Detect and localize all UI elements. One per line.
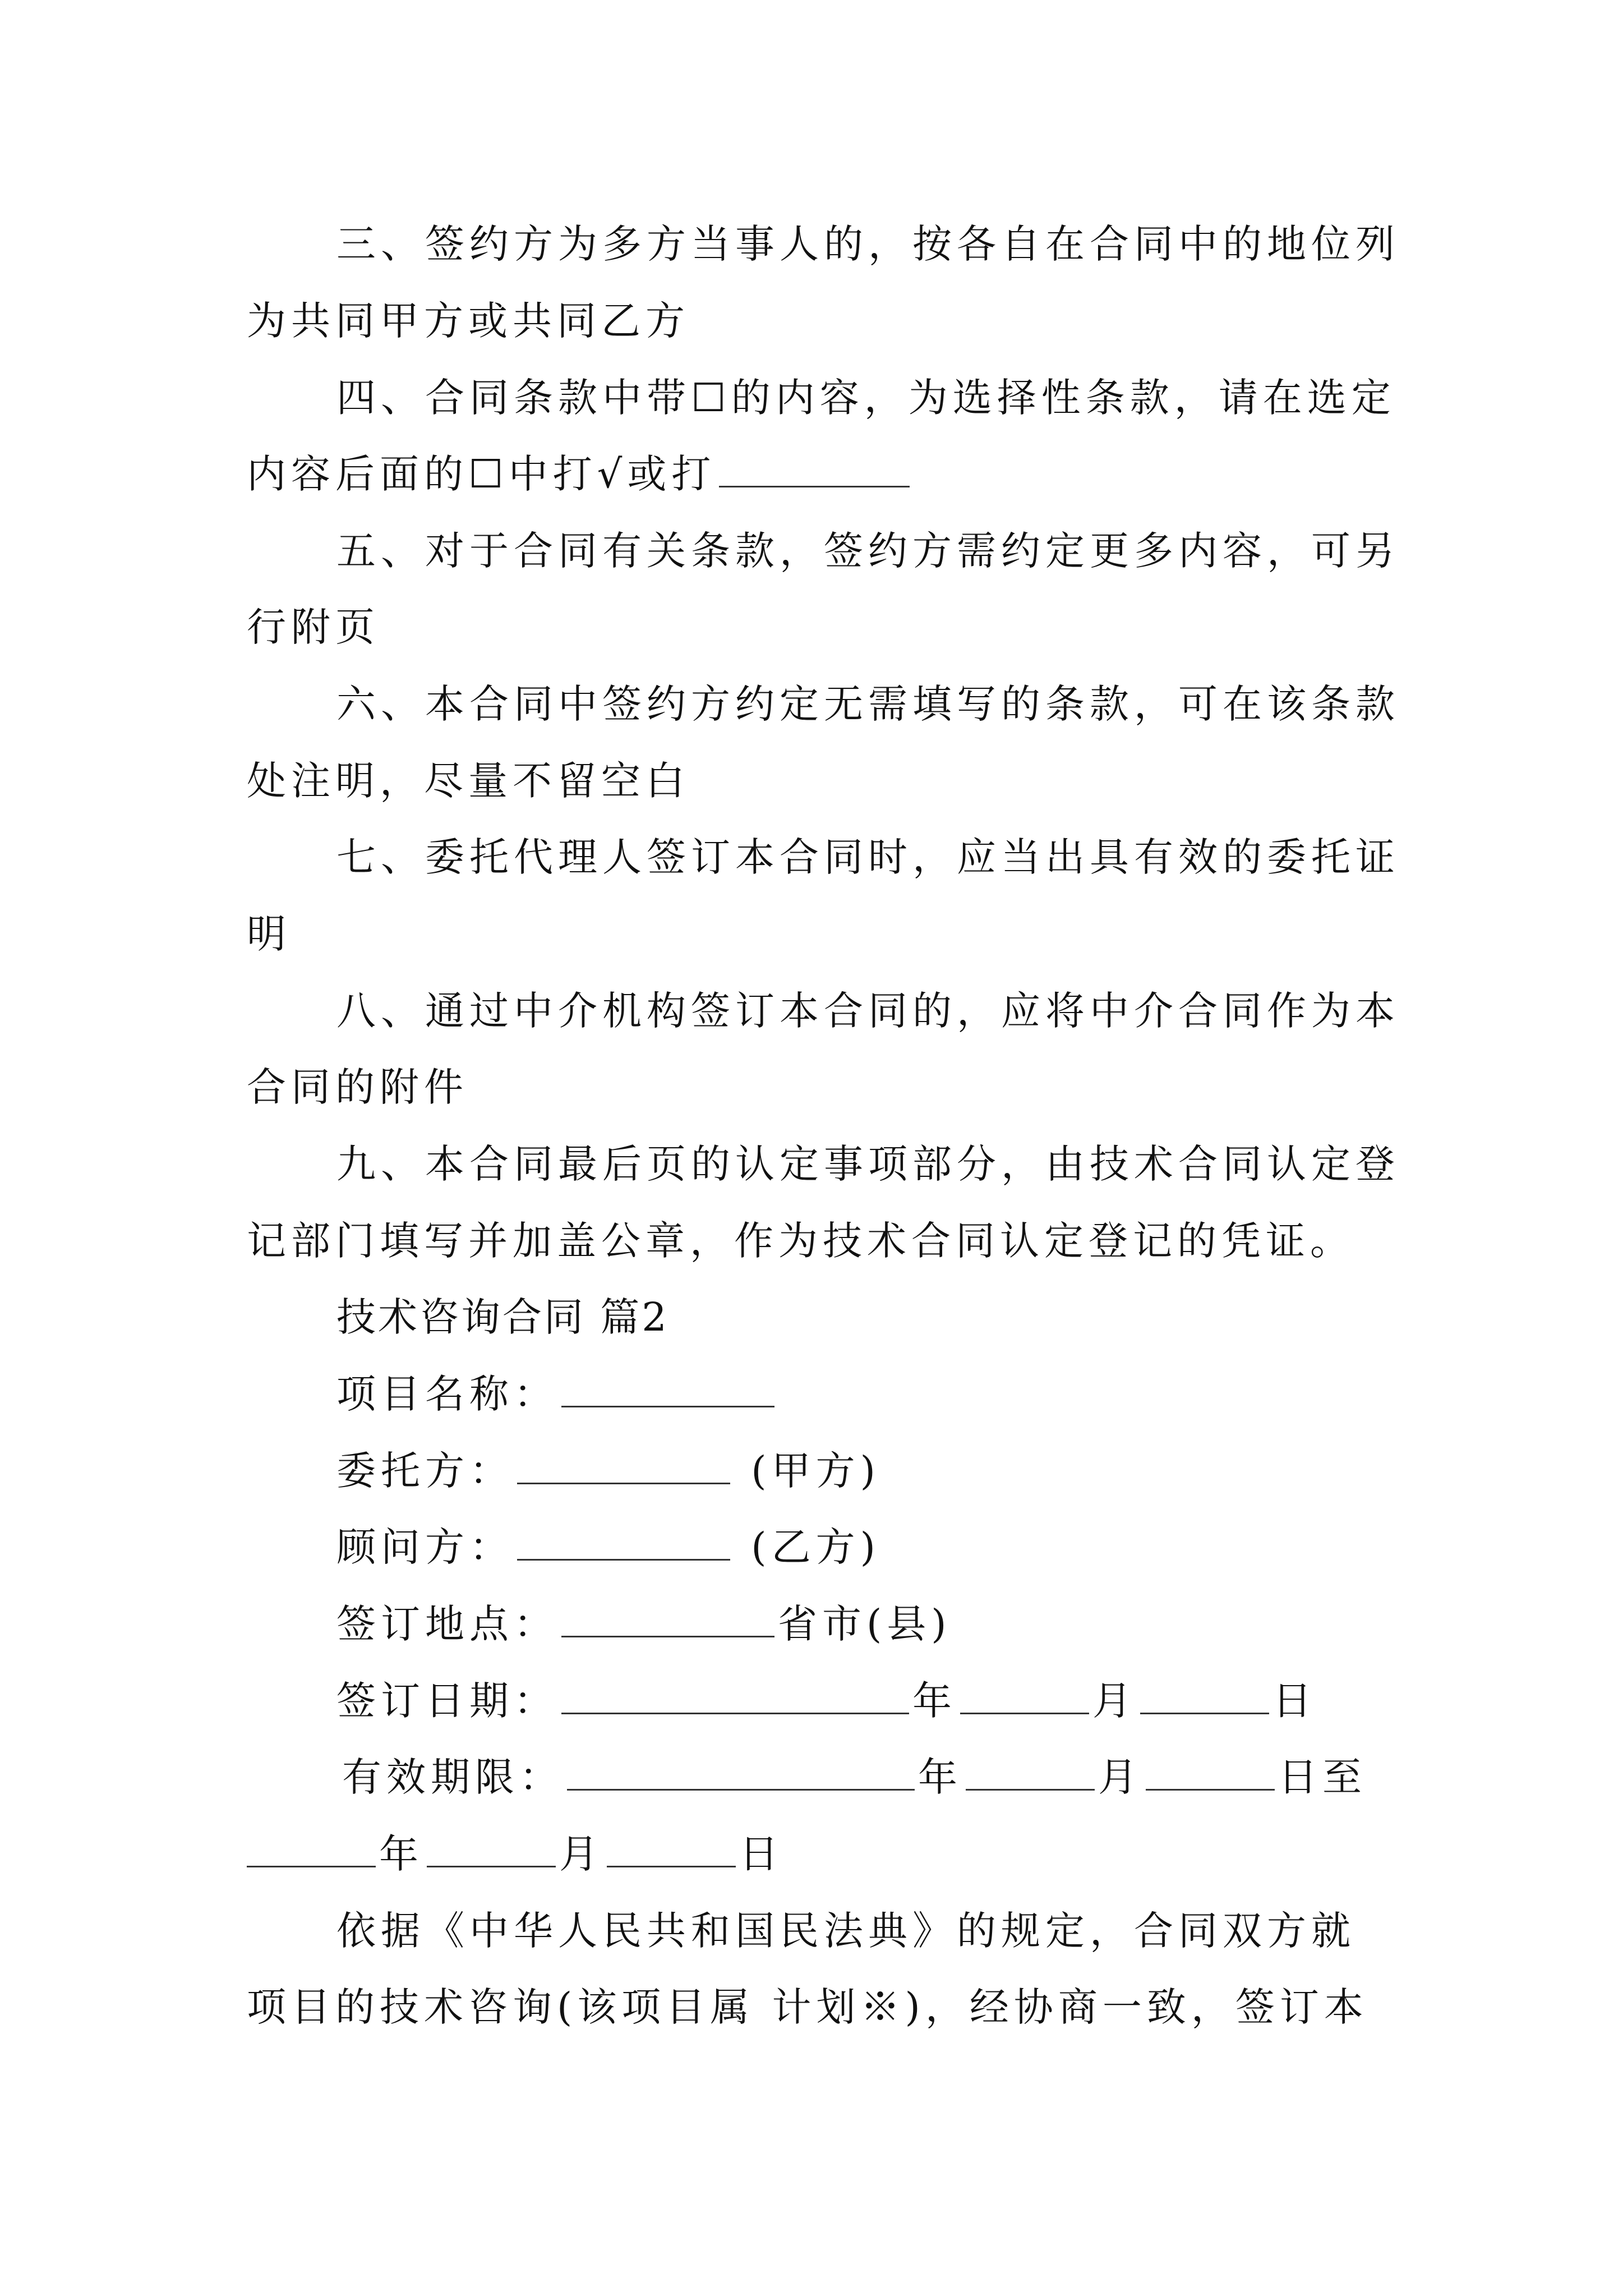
sign-place-suffix: 省市(县): [778, 1601, 952, 1647]
client-label: 委托方：: [336, 1448, 514, 1494]
clause-6-line-2: 处注明，尽量不留空白: [247, 758, 690, 804]
clause-9-line-2: 记部门填写并加盖公章，作为技术合同认定登记的凭证。: [247, 1218, 1354, 1264]
valid-to-day-blank: [607, 1831, 736, 1867]
consultant-suffix: (乙方): [751, 1524, 880, 1570]
clause-3-line-1: 三、签约方为多方当事人的，按各自在合同中的地位列: [336, 221, 1400, 267]
project-name-row: [336, 1369, 1380, 1419]
valid-from-month-blank: [966, 1754, 1095, 1791]
valid-from-year-blank: [567, 1754, 915, 1791]
sign-date-year-blank: [561, 1678, 909, 1714]
clause-8-line-2: 合同的附件: [247, 1064, 468, 1110]
clause-4-line-1: 四、合同条款中带☐的内容，为选择性条款，请在选定: [336, 375, 1396, 421]
sign-date-day: 日: [1272, 1678, 1317, 1724]
valid-from-year: 年: [918, 1754, 962, 1800]
valid-from-day-to: 日至: [1278, 1754, 1367, 1800]
consultant-label: 顾问方：: [336, 1524, 514, 1570]
valid-period-end-row: [247, 1829, 1380, 1879]
valid-period-row: [342, 1752, 1385, 1802]
valid-to-month: 月: [559, 1831, 603, 1877]
valid-from-month: 月: [1098, 1754, 1142, 1800]
consultant-blank: [517, 1524, 730, 1561]
clause-6-line-1: 六、本合同中签约方约定无需填写的条款，可在该条款: [336, 681, 1400, 727]
clause-4-line-2: [247, 449, 1380, 499]
clause-7-line-2: 明: [247, 911, 291, 957]
valid-to-year: 年: [379, 1831, 423, 1877]
basis-line-1: 依据《中华人民共和国民法典》的规定，合同双方就: [336, 1908, 1355, 1954]
sign-date-year: 年: [912, 1678, 957, 1724]
client-row: [336, 1446, 1380, 1496]
sign-date-day-blank: [1140, 1678, 1269, 1714]
consultant-row: [336, 1522, 1380, 1572]
client-blank: [517, 1448, 730, 1484]
clause-3-line-2: 为共同甲方或共同乙方: [247, 298, 690, 344]
basis-line-2: 项目的技术咨询(该项目属 计划※)，经协商一致，签订本: [247, 1984, 1368, 2030]
sign-date-month: 月: [1092, 1678, 1137, 1724]
sign-date-label: 签订日期：: [336, 1678, 558, 1724]
sign-place-blank: [561, 1601, 774, 1637]
valid-to-day: 日: [739, 1831, 783, 1877]
valid-to-year-blank: [247, 1831, 376, 1867]
sign-place-label: 签订地点：: [336, 1601, 558, 1647]
fill-blank: [719, 451, 910, 487]
client-suffix: (甲方): [751, 1448, 880, 1494]
clause-7-line-1: 七、委托代理人签订本合同时，应当出具有效的委托证: [336, 834, 1400, 880]
clause-4-line-2-text: 内容后面的☐中打√或打: [247, 451, 716, 497]
valid-from-day-blank: [1146, 1754, 1275, 1791]
clause-9-line-1: 九、本合同最后页的认定事项部分，由技术合同认定登: [336, 1141, 1400, 1187]
project-name-label: 项目名称：: [336, 1371, 558, 1417]
valid-period-label: 有效期限：: [342, 1754, 564, 1800]
project-name-blank: [561, 1371, 774, 1407]
clause-8-line-1: 八、通过中介机构签订本合同的，应将中介合同作为本: [336, 988, 1400, 1034]
sign-date-row: [336, 1676, 1380, 1726]
clause-5-line-2: 行附页: [247, 604, 380, 650]
sign-date-month-blank: [960, 1678, 1089, 1714]
valid-to-month-blank: [427, 1831, 556, 1867]
clause-5-line-1: 五、对于合同有关条款，签约方需约定更多内容，可另: [336, 528, 1400, 574]
sign-place-row: [336, 1599, 1380, 1649]
section-heading: 技术咨询合同 篇2: [336, 1294, 669, 1340]
